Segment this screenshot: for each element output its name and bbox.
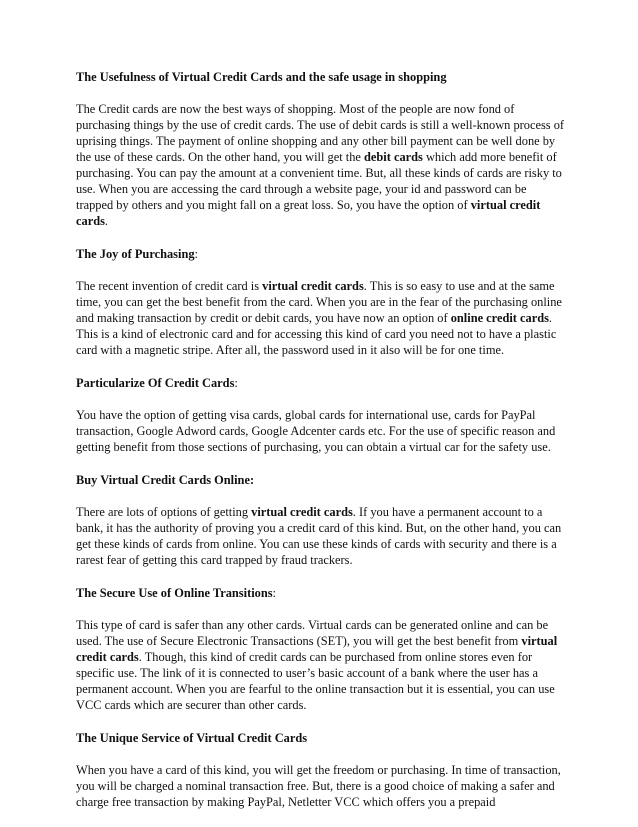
secure-bold-1: virtual credit cards [76, 634, 558, 664]
document-title: The Usefulness of Virtual Credit Cards and the safe usage in shopping [76, 70, 447, 84]
buy-heading: Buy Virtual Credit Cards Online: [76, 473, 255, 487]
intro-text-2: which add more benefit of purchasing. You can pay the amount at a convenient time. But, all these kinds of cards are risky to use. When you are accessing the card through a website page, your id and password can be trapped by others and you might fall on a great loss. So, you have the option of [76, 150, 562, 212]
unique-heading: The Unique Service of Virtual Credit Cards [76, 731, 308, 745]
joy-paragraph [76, 278, 566, 358]
joy-bold-2: online credit cards [450, 311, 549, 325]
joy-text-3: . This is a kind of electronic card and for accessing this kind of card you need not to have a plastic card with a magnetic stripe. After all, the password used in it also will be for one time. [76, 311, 557, 357]
joy-text-1: The recent invention of credit card is [76, 279, 263, 293]
joy-text-2: . This is so easy to use and at the same time, you can get the best benefit from the card. When you are in the fear of the purchasing online and making transaction by credit or debit cards, you have now an option of [76, 279, 562, 325]
intro-text-1: The Credit cards are now the best ways of shopping. Most of the people are now fond of purchasing things by the use of credit cards. The use of debit cards is still a well-known process of uprising things. The payment of online shopping and any other bill payment can be well done by the use of these cards. On the other hand, you will get the [76, 102, 565, 164]
secure-text-1: This type of card is safer than any other cards. Virtual cards can be generated online and can be used. The use of Secure Electronic Transactions (SET), you will get the best benefit from [76, 618, 549, 648]
document-page [76, 69, 566, 827]
secure-paragraph [76, 617, 566, 713]
buy-text-1: There are lots of options of getting [76, 505, 252, 519]
intro-text-3: . [104, 214, 109, 228]
particularize-heading: Particularize Of Credit Cards: [76, 376, 238, 390]
intro-paragraph [76, 101, 566, 229]
buy-paragraph [76, 504, 566, 568]
unique-paragraph: When you have a card of this kind, you will get the freedom or purchasing. In time of transaction, you will be charged a nominal transaction free. But, there is a good choice of making a safer and charge free transaction by making PayPal, Netletter VCC which offers you a prepaid [76, 763, 561, 809]
virtual-credit-cards-bold: virtual credit cards [76, 198, 541, 228]
buy-text-2: . If you have a permanent account to a bank, it has the authority of proving you a credit card of this kind. But, on the other hand, you can get these kinds of cards from online. You can use these kinds of cards with security and there is a rarest fear of getting this card trapped by fraud trackers. [76, 505, 562, 567]
debit-cards-bold: debit cards [364, 150, 423, 164]
particularize-paragraph: You have the option of getting visa cards, global cards for international use, cards for PayPal transaction, Google Adword cards, Google Adcenter cards etc. For the use of specific reason and getting benefit from those sections of purchasing, you can obtain a virtual car for the safety use. [76, 408, 556, 454]
secure-text-2: . Though, this kind of credit cards can be purchased from online stores even for specific use. The link of it is connected to user’s basic account of a bank where the user has a permanent account. When you are fearful to the online transaction but it is essential, you can use VCC cards which are securer than other cards. [76, 650, 555, 712]
buy-bold-1: virtual credit cards [251, 505, 353, 519]
joy-heading: The Joy of Purchasing: [76, 247, 198, 261]
joy-bold-1: virtual credit cards [262, 279, 364, 293]
secure-heading: The Secure Use of Online Transitions: [76, 586, 276, 600]
